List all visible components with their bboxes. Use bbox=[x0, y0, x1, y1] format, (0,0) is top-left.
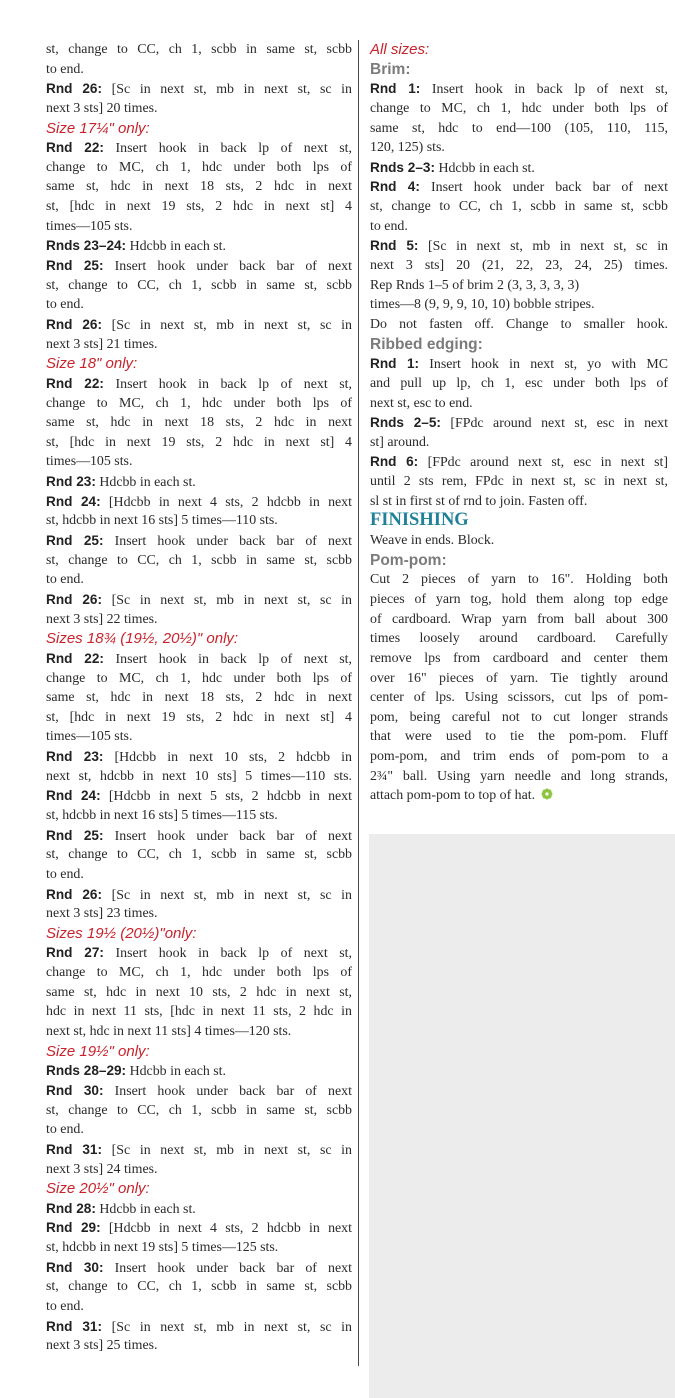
instruction-line bbox=[370, 158, 668, 178]
round-label: Rnd 22: bbox=[46, 650, 104, 666]
instruction-text: Do not fasten off. Change to smaller hook. bbox=[370, 316, 668, 332]
instruction-line bbox=[46, 531, 352, 551]
instruction-text: pom-pom, and trim ends of pom-pom to a bbox=[370, 749, 668, 765]
instruction-text: next 3 sts] 24 times. bbox=[46, 1161, 158, 1177]
instruction-text: change to MC, ch 1, hdc under both lps of bbox=[46, 965, 352, 981]
instruction-line bbox=[46, 747, 352, 767]
subsection-heading: Ribbed edging: bbox=[370, 335, 483, 353]
instruction-text: to end. bbox=[46, 866, 84, 882]
instruction-text: [FPdc around next st, esc in next bbox=[450, 416, 668, 432]
instruction-line bbox=[370, 649, 668, 669]
instruction-line bbox=[46, 197, 352, 217]
instruction-text: [Hdcbb in next 10 sts, 2 hdcbb in bbox=[114, 750, 352, 766]
instruction-line bbox=[370, 413, 668, 433]
instruction-line bbox=[46, 826, 352, 846]
instruction-line bbox=[46, 1022, 352, 1042]
instruction-text: [Sc in next st, mb in next st, sc in bbox=[111, 887, 352, 903]
round-label: Rnd 26: bbox=[46, 591, 103, 607]
instruction-text: next st, hdc in next 11 sts] 4 times—120 sts. bbox=[46, 1024, 292, 1040]
round-label: Rnd 25: bbox=[46, 827, 104, 843]
instruction-text: [Sc in next st, mb in next st, sc in bbox=[111, 82, 352, 98]
round-label: Rnds 23–24: bbox=[46, 238, 127, 254]
round-label: Rnd 22: bbox=[46, 140, 104, 156]
instruction-line bbox=[370, 747, 668, 767]
instruction-text: Insert hook under back bar of next bbox=[114, 1083, 352, 1099]
round-label: Rnd 1: bbox=[370, 81, 421, 97]
instruction-text: Insert hook in back lp of next st, bbox=[115, 141, 352, 157]
instruction-line bbox=[46, 551, 352, 571]
size-heading: Size 19½" only: bbox=[46, 1042, 150, 1060]
instruction-line bbox=[46, 40, 352, 60]
instruction-line bbox=[46, 60, 352, 80]
instruction-text: 120, 125) sts. bbox=[370, 140, 445, 156]
instruction-line bbox=[46, 688, 352, 708]
instruction-line bbox=[46, 904, 352, 924]
instruction-text: [Sc in next st, mb in next st, sc in bbox=[428, 239, 668, 255]
instruction-text: st] around. bbox=[370, 434, 430, 450]
instruction-text: times loosely around cardboard. Carefully bbox=[370, 631, 668, 647]
instruction-line bbox=[46, 786, 352, 806]
round-label: Rnd 30: bbox=[46, 1259, 104, 1275]
instruction-line bbox=[46, 374, 352, 394]
round-label: Rnds 2–5: bbox=[370, 415, 441, 431]
instruction-text: attach pom-pom to top of hat. bbox=[370, 788, 536, 804]
instruction-text: change to MC, ch 1, hdc under both lps of bbox=[370, 100, 668, 116]
instruction-text: Insert hook under back bar of next bbox=[114, 1260, 352, 1276]
instruction-line bbox=[370, 315, 668, 335]
instruction-line bbox=[46, 963, 352, 983]
instruction-text: Insert hook in back lp of next st, bbox=[115, 946, 352, 962]
instruction-line bbox=[46, 295, 352, 315]
instruction-text: remove lps from cardboard and center them bbox=[370, 650, 668, 666]
instruction-line bbox=[46, 1297, 352, 1317]
instruction-line bbox=[46, 1081, 352, 1101]
instruction-line bbox=[370, 236, 668, 256]
instruction-line bbox=[46, 217, 352, 237]
round-label: Rnds 2–3: bbox=[370, 159, 435, 175]
size-heading: Sizes 18¾ (19½, 20½)" only: bbox=[46, 630, 239, 648]
size-heading: Size 17¼" only: bbox=[46, 119, 150, 137]
instruction-line bbox=[370, 570, 668, 590]
instruction-text: Hdcbb in each st. bbox=[129, 1064, 227, 1080]
instruction-line bbox=[46, 1120, 352, 1140]
round-label: Rnd 25: bbox=[46, 258, 104, 274]
instruction-text: next 3 sts] 23 times. bbox=[46, 906, 158, 922]
instruction-line bbox=[46, 315, 352, 335]
instruction-text: Hdcbb in each st. bbox=[99, 1201, 196, 1217]
round-label: Rnds 28–29: bbox=[46, 1063, 127, 1079]
instruction-text: to end. bbox=[46, 1122, 84, 1138]
instruction-line bbox=[370, 276, 668, 296]
instruction-text: same st, hdc to end—100 (105, 110, 115, bbox=[370, 120, 668, 136]
round-label: Rnd 6: bbox=[370, 454, 419, 470]
instruction-text: st, change to CC, ch 1, scbb in same st, scbb bbox=[46, 1102, 352, 1118]
instruction-text: Cut 2 pieces of yarn to 16". Holding both bbox=[370, 572, 668, 588]
instruction-text: Insert hook under back bar of next bbox=[431, 180, 668, 196]
instruction-line bbox=[46, 610, 352, 630]
instruction-line bbox=[46, 1238, 352, 1258]
instruction-text: st, [hdc in next 19 sts, 2 hdc in next st] 4 bbox=[46, 709, 352, 725]
instruction-line bbox=[370, 374, 668, 394]
instruction-line bbox=[46, 394, 352, 414]
instruction-line bbox=[370, 531, 668, 551]
instruction-text: change to MC, ch 1, hdc under both lps of bbox=[46, 395, 352, 411]
instruction-text: times—105 sts. bbox=[46, 454, 133, 470]
instruction-text: times—105 sts. bbox=[46, 729, 133, 745]
instruction-text: to end. bbox=[46, 61, 84, 77]
instruction-line bbox=[370, 79, 668, 99]
round-label: Rnd 26: bbox=[46, 316, 103, 332]
subsection-heading: Brim: bbox=[370, 60, 411, 78]
size-heading: All sizes: bbox=[370, 41, 430, 58]
round-label: Rnd 4: bbox=[370, 179, 420, 195]
instruction-text: [Sc in next st, mb in next st, sc in bbox=[111, 592, 352, 608]
instruction-text: that were used to tie the pom-pom. Fluff bbox=[370, 729, 668, 745]
instruction-text: Insert hook in next st, yo with MC bbox=[429, 357, 668, 373]
instruction-text: next st, hdcbb in next 10 sts] 5 times—110 sts. bbox=[46, 768, 352, 784]
instruction-line bbox=[46, 1277, 352, 1297]
instruction-line bbox=[46, 177, 352, 197]
instruction-line bbox=[46, 865, 352, 885]
instruction-line bbox=[370, 295, 668, 315]
instruction-line bbox=[46, 1140, 352, 1160]
size-heading: Size 18" only: bbox=[46, 355, 138, 373]
instruction-text: next 3 sts] 20 (21, 22, 23, 24, 25) times. bbox=[370, 258, 668, 274]
gray-panel bbox=[369, 834, 675, 1398]
instruction-line bbox=[370, 354, 668, 374]
instruction-text: to end. bbox=[46, 297, 84, 313]
instruction-line bbox=[370, 138, 668, 158]
instruction-line bbox=[370, 177, 668, 197]
instruction-line bbox=[46, 1317, 352, 1337]
instruction-text: to end. bbox=[370, 218, 408, 234]
instruction-line bbox=[46, 79, 352, 99]
subsection-heading: Pom-pom: bbox=[370, 551, 447, 569]
instruction-text: and pull up lp, ch 1, esc under both lps of bbox=[370, 375, 668, 391]
instruction-text: [Sc in next st, mb in next st, sc in bbox=[111, 1142, 352, 1158]
instruction-line bbox=[370, 256, 668, 276]
instruction-line bbox=[46, 943, 352, 963]
instruction-text: Insert hook in back lp of next st, bbox=[431, 82, 668, 98]
instruction-text: Hdcbb in each st. bbox=[99, 475, 196, 491]
instruction-line bbox=[46, 845, 352, 865]
size-heading: Sizes 19½ (20½)"only: bbox=[46, 924, 197, 942]
instruction-line bbox=[370, 472, 668, 492]
instruction-line bbox=[46, 570, 352, 590]
instruction-line bbox=[370, 708, 668, 728]
instruction-line bbox=[370, 786, 668, 806]
instruction-text: to end. bbox=[46, 572, 84, 588]
instruction-text: hdc in next 11 sts, [hdc in next 11 sts, 2 hdc in bbox=[46, 1004, 352, 1020]
instruction-text: next 3 sts] 25 times. bbox=[46, 1338, 158, 1354]
instruction-text: over 16" pieces of yarn. Tie tightly around bbox=[370, 670, 668, 686]
instruction-text: st, change to CC, ch 1, scbb in same st, scbb bbox=[370, 199, 668, 215]
instruction-line bbox=[46, 492, 352, 512]
instruction-text: [Hdcbb in next 4 sts, 2 hdcbb in next bbox=[108, 1221, 352, 1237]
instruction-text: st, hdcbb in next 19 sts] 5 times—125 sts. bbox=[46, 1240, 279, 1256]
instruction-text: Insert hook in back lp of next st, bbox=[115, 651, 352, 667]
instruction-text: change to MC, ch 1, hdc under both lps of bbox=[46, 159, 352, 175]
instruction-line bbox=[46, 413, 352, 433]
instruction-line bbox=[370, 99, 668, 119]
instruction-text: next 3 sts] 22 times. bbox=[46, 611, 158, 627]
instruction-line bbox=[46, 1258, 352, 1278]
instruction-line bbox=[46, 158, 352, 178]
instruction-line bbox=[46, 649, 352, 669]
instruction-line bbox=[46, 472, 352, 492]
left-column bbox=[46, 40, 352, 1356]
column-divider bbox=[358, 40, 359, 1366]
instruction-text: st, hdcbb in next 16 sts] 5 times—110 sts. bbox=[46, 513, 278, 529]
instruction-line bbox=[46, 1160, 352, 1180]
instruction-text: same st, hdc in next 10 sts, 2 hdc in next st, bbox=[46, 984, 352, 1000]
instruction-text: pom, being careful not to cut longer strands bbox=[370, 709, 668, 725]
instruction-text: st, change to CC, ch 1, scbb in same st, scbb bbox=[46, 1279, 352, 1295]
instruction-text: Insert hook under back bar of next bbox=[114, 259, 352, 275]
instruction-line bbox=[46, 138, 352, 158]
instruction-line bbox=[46, 1199, 352, 1219]
instruction-text: [FPdc around next st, esc in next st] bbox=[427, 455, 668, 471]
instruction-text: same st, hdc in next 18 sts, 2 hdc in next bbox=[46, 415, 352, 431]
instruction-line bbox=[370, 119, 668, 139]
round-label: Rnd 1: bbox=[370, 356, 420, 372]
instruction-text: Insert hook in back lp of next st, bbox=[115, 376, 352, 392]
instruction-line bbox=[46, 727, 352, 747]
instruction-text: st, change to CC, ch 1, scbb in same st, scbb bbox=[46, 42, 352, 57]
instruction-line bbox=[370, 492, 668, 512]
instruction-text: of cardboard. Wrap yarn from ball about 300 bbox=[370, 611, 668, 627]
instruction-line bbox=[370, 433, 668, 453]
instruction-text: st, [hdc in next 19 sts, 2 hdc in next st] 4 bbox=[46, 434, 352, 450]
instruction-line bbox=[46, 767, 352, 787]
instruction-text: [Hdcbb in next 5 sts, 2 hdcbb in next bbox=[108, 789, 352, 805]
instruction-text: st, change to CC, ch 1, scbb in same st, scbb bbox=[46, 552, 352, 568]
instruction-line bbox=[46, 806, 352, 826]
round-label: Rnd 28: bbox=[46, 1200, 96, 1216]
instruction-line bbox=[46, 452, 352, 472]
instruction-text: until 2 sts rem, FPdc in next st, sc in next st, bbox=[370, 474, 668, 490]
instruction-line bbox=[46, 983, 352, 1003]
instruction-line bbox=[46, 708, 352, 728]
instruction-text: change to MC, ch 1, hdc under both lps of bbox=[46, 670, 352, 686]
round-label: Rnd 5: bbox=[370, 238, 419, 254]
instruction-text: Rep Rnds 1–5 of brim 2 (3, 3, 3, 3, 3) bbox=[370, 277, 580, 293]
instruction-line bbox=[46, 99, 352, 119]
instruction-text: [Sc in next st, mb in next st, sc in bbox=[111, 317, 352, 333]
instruction-text: Hdcbb in each st. bbox=[129, 239, 227, 255]
right-column bbox=[370, 40, 668, 806]
instruction-text: st, change to CC, ch 1, scbb in same st, scbb bbox=[46, 277, 352, 293]
round-label: Rnd 26: bbox=[46, 81, 103, 97]
instruction-text: to end. bbox=[46, 1299, 84, 1314]
size-heading: Size 20½" only: bbox=[46, 1180, 150, 1198]
instruction-text: times—105 sts. bbox=[46, 218, 133, 234]
instruction-line bbox=[370, 217, 668, 237]
instruction-text: center of lps. Using scissors, cut lps of pom- bbox=[370, 690, 668, 706]
instruction-line bbox=[46, 276, 352, 296]
instruction-line bbox=[46, 236, 352, 256]
round-label: Rnd 26: bbox=[46, 886, 103, 902]
instruction-text: next 3 sts] 21 times. bbox=[46, 336, 158, 352]
instruction-line bbox=[46, 433, 352, 453]
instruction-line bbox=[370, 590, 668, 610]
instruction-line bbox=[46, 669, 352, 689]
instruction-line bbox=[370, 452, 668, 472]
instruction-line bbox=[370, 727, 668, 747]
instruction-line bbox=[46, 335, 352, 355]
instruction-line bbox=[370, 669, 668, 689]
instruction-line bbox=[370, 394, 668, 414]
flower-icon bbox=[541, 788, 553, 800]
instruction-text: 2¾" ball. Using yarn needle and long strands, bbox=[370, 768, 668, 784]
instruction-text: Hdcbb in each st. bbox=[438, 160, 535, 176]
instruction-line bbox=[46, 1101, 352, 1121]
instruction-text: st, hdcbb in next 16 sts] 5 times—115 sts. bbox=[46, 807, 278, 823]
round-label: Rnd 24: bbox=[46, 493, 101, 509]
round-label: Rnd 31: bbox=[46, 1141, 103, 1157]
instruction-text: same st, hdc in next 18 sts, 2 hdc in next bbox=[46, 690, 352, 706]
instruction-line bbox=[46, 1336, 352, 1356]
instruction-text: [Sc in next st, mb in next st, sc in bbox=[111, 1319, 352, 1335]
instruction-text: Insert hook under back bar of next bbox=[114, 534, 352, 550]
instruction-text: st, [hdc in next 19 sts, 2 hdc in next st] 4 bbox=[46, 199, 352, 215]
instruction-line bbox=[370, 629, 668, 649]
round-label: Rnd 23: bbox=[46, 749, 104, 765]
instruction-line bbox=[46, 590, 352, 610]
instruction-text: times—8 (9, 9, 9, 10, 10) bobble stripes. bbox=[370, 297, 595, 313]
instruction-line bbox=[370, 767, 668, 787]
round-label: Rnd 25: bbox=[46, 533, 104, 549]
round-label: Rnd 27: bbox=[46, 945, 104, 961]
round-label: Rnd 29: bbox=[46, 1220, 101, 1236]
instruction-line bbox=[46, 1218, 352, 1238]
instruction-text: next st, esc to end. bbox=[370, 395, 473, 411]
instruction-text: [Hdcbb in next 4 sts, 2 hdcbb in next bbox=[108, 494, 352, 510]
instruction-line bbox=[370, 197, 668, 217]
instruction-line bbox=[370, 610, 668, 630]
round-label: Rnd 23: bbox=[46, 474, 96, 490]
instruction-line bbox=[46, 256, 352, 276]
instruction-text: next 3 sts] 20 times. bbox=[46, 100, 158, 116]
instruction-line bbox=[46, 1002, 352, 1022]
instruction-line bbox=[46, 511, 352, 531]
round-label: Rnd 22: bbox=[46, 375, 104, 391]
round-label: Rnd 30: bbox=[46, 1082, 104, 1098]
instruction-line bbox=[46, 1061, 352, 1081]
instruction-text: Insert hook under back bar of next bbox=[114, 828, 352, 844]
round-label: Rnd 24: bbox=[46, 788, 101, 804]
instruction-text: pieces of yarn tog, hold them along top edge bbox=[370, 591, 668, 607]
instruction-line bbox=[46, 885, 352, 905]
instruction-text: same st, hdc in next 18 sts, 2 hdc in next bbox=[46, 179, 352, 195]
instruction-text: st, change to CC, ch 1, scbb in same st, scbb bbox=[46, 847, 352, 863]
instruction-text: sl st in first st of rnd to join. Fasten off. bbox=[370, 493, 588, 509]
instruction-text: Weave in ends. Block. bbox=[370, 533, 495, 549]
section-heading: FINISHING bbox=[370, 510, 469, 531]
round-label: Rnd 31: bbox=[46, 1318, 103, 1334]
instruction-line bbox=[370, 688, 668, 708]
